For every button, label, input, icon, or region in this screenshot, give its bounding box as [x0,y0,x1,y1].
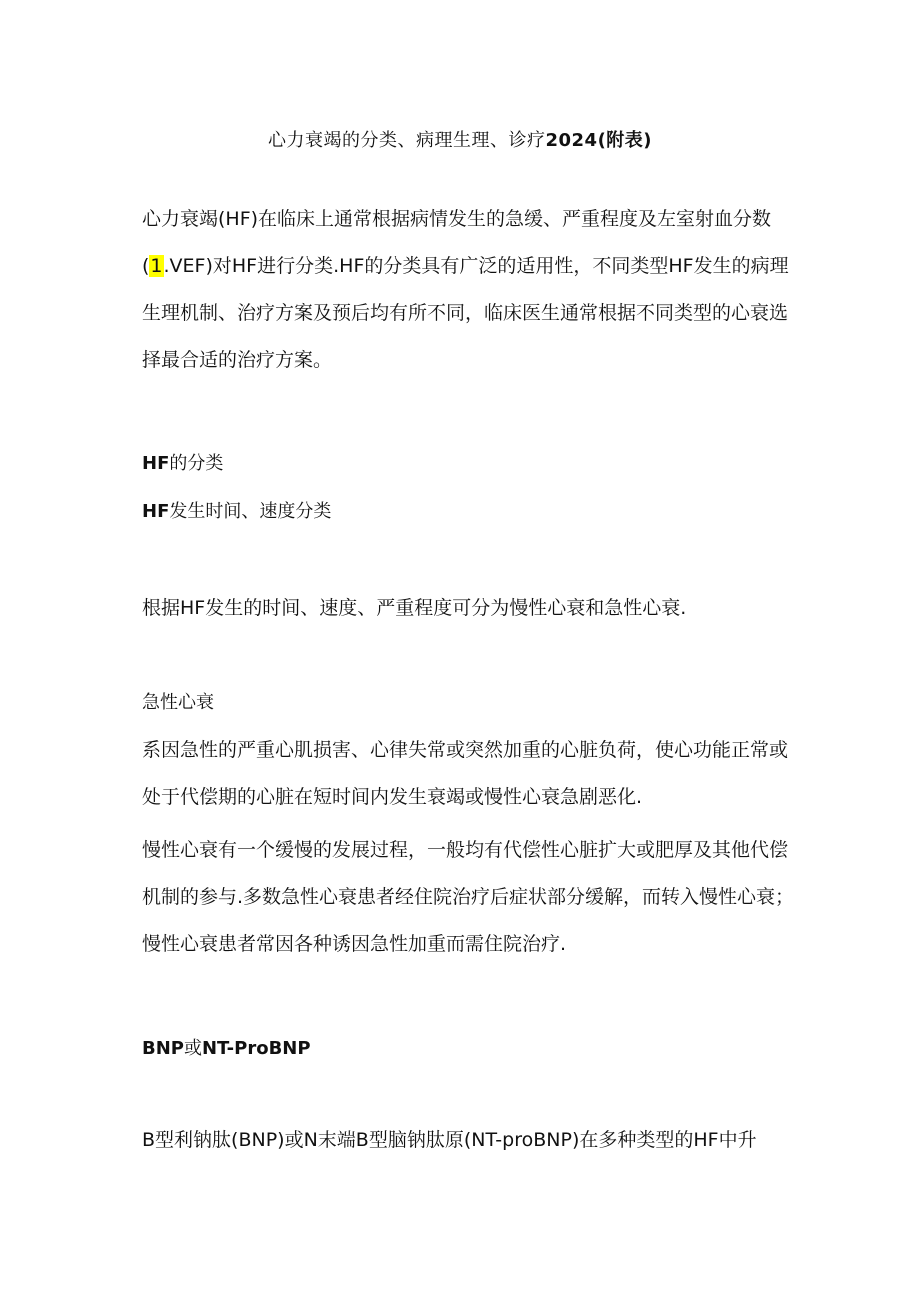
heading-hf-bold: HF [142,453,170,474]
acute-heading-text: 急性心衰 [142,692,214,713]
heading-hf2-rest: 发生时间、速度分类 [169,501,332,522]
bnp-heading [142,1036,802,1062]
document-title [0,126,920,152]
intro-text-part1: 心力衰竭(HF)在临床上通常根据病情发生的急缓、严重程度及左室射血分数( [142,208,772,277]
classify-paragraph [142,585,802,632]
bnp-heading-bold2: NT-ProBNP [201,1038,311,1059]
title-year: 2024 [545,130,598,151]
intro-highlight: 1 [150,255,163,277]
section-heading-hf-classification [142,451,802,477]
intro-text-part2: .VEF)对HF进行分类.HF的分类具有广泛的适用性，不同类型HF发生的病理生理机制、治疗方案及预后均有所不同，临床医生通常根据不同类型的心衰选择最合适的治疗方案。 [142,255,789,371]
title-suffix: (附表) [597,130,653,151]
intro-paragraph [142,196,802,384]
acute-hf-paragraph [142,727,802,821]
acute-text-2: 慢性心衰有一个缓慢的发展过程，一般均有代偿性心脏扩大或肥厚及其他代偿机制的参与.多数急性心衰患者经住院治疗后症状部分缓解，而转入慢性心衰；慢性心衰患者常因各种诱因急性加重而需住院治疗. [142,839,795,955]
acute-hf-heading [142,690,802,716]
section-heading-hf-time-speed [142,499,802,525]
acute-text-1: 系因急性的严重心肌损害、心律失常或突然加重的心脏负荷，使心功能正常或处于代偿期的心脏在短时间内发生衰竭或慢性心衰急剧恶化. [142,739,789,808]
chronic-hf-paragraph [142,827,802,968]
title-main: 心力衰竭的分类、病理生理、诊疗 [267,130,546,151]
bnp-heading-bold1: BNP [142,1038,184,1059]
heading-hf-rest: 的分类 [169,453,224,474]
classify-text: 根据HF发生的时间、速度、严重程度可分为慢性心衰和急性心衰. [142,597,687,619]
bnp-paragraph [142,1117,802,1164]
bnp-text: B型利钠肽(BNP)或N末端B型脑钠肽原(NT-proBNP)在多种类型的HF中升 [142,1129,757,1151]
bnp-heading-mid: 或 [183,1038,202,1059]
heading-hf2-bold: HF [142,501,170,522]
